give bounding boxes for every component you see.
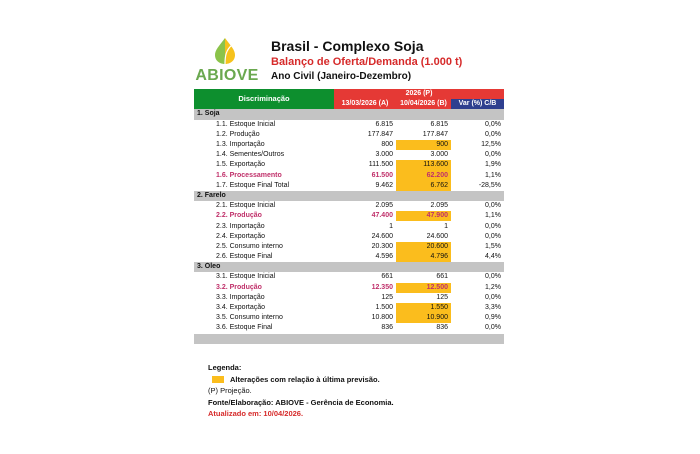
row-label: 2.6. Estoque Final (216, 253, 273, 261)
period-label: Ano Civil (Janeiro-Dezembro) (271, 71, 412, 82)
row-label: 1.1. Estoque Inicial (216, 120, 276, 128)
value-a: 61.500 (371, 171, 393, 179)
table-row (194, 323, 504, 333)
section-filler (396, 109, 451, 119)
value-var: 0,0% (485, 151, 501, 159)
row-label: 3.4. Exportação (216, 304, 266, 312)
value-a: 661 (381, 273, 393, 281)
value-b: 6.815 (430, 120, 448, 128)
value-a: 6.815 (375, 120, 393, 128)
value-a: 177.847 (367, 130, 393, 138)
table-row (194, 293, 504, 303)
value-b: 125 (436, 293, 448, 301)
row-label: 3.6. Estoque Final (216, 324, 273, 332)
value-b: 1.550 (396, 303, 451, 313)
value-b: 2.095 (430, 202, 448, 210)
section-row (194, 262, 504, 272)
value-b: 113.600 (396, 160, 451, 170)
value-a: 47.400 (371, 212, 393, 220)
section-filler (451, 109, 504, 119)
value-var: 1,1% (485, 212, 501, 220)
value-var: -28,5% (478, 181, 501, 189)
footer-bar-cell (194, 334, 504, 344)
row-label: 2.2. Produção (216, 212, 262, 220)
value-b: 6.762 (396, 181, 451, 191)
table-row (194, 140, 504, 150)
legend-source: Fonte/Elaboração: ABIOVE - Gerência de Economia. (208, 397, 394, 407)
row-label: 2.1. Estoque Inicial (216, 202, 276, 210)
balance-table (194, 89, 504, 344)
value-b: 1 (444, 222, 448, 230)
value-b: 24.600 (426, 232, 448, 240)
value-var: 1,1% (485, 171, 501, 179)
section-row (194, 109, 504, 119)
header-col-var: Var (%) C/B (451, 99, 504, 109)
row-label: 1.5. Exportação (216, 161, 266, 169)
table-row (194, 160, 504, 170)
value-b: 4.796 (396, 252, 451, 262)
page-subtitle: Balanço de Oferta/Demanda (1.000 t) (271, 56, 463, 68)
value-a: 20.300 (371, 242, 393, 250)
header-col-a: 13/03/2026 (A) (334, 99, 396, 109)
header-col-b: 10/04/2026 (B) (396, 99, 451, 109)
table-row (194, 283, 504, 293)
value-b: 836 (436, 324, 448, 332)
value-var: 3,3% (485, 304, 501, 312)
row-label: 3.3. Importação (216, 293, 265, 301)
logo-text: ABIOVE (195, 67, 259, 84)
table-row (194, 181, 504, 191)
section-filler (451, 262, 504, 272)
value-a: 1 (389, 222, 393, 230)
value-b: 900 (396, 140, 451, 150)
value-var: 12,5% (481, 141, 501, 149)
value-b: 10.900 (396, 313, 451, 323)
abiove-logo (192, 36, 258, 86)
value-var: 1,9% (485, 161, 501, 169)
value-var: 0,0% (485, 222, 501, 230)
section-title: 2. Farelo (194, 191, 334, 201)
value-var: 0,0% (485, 324, 501, 332)
value-var: 0,0% (485, 202, 501, 210)
value-b: 47.900 (396, 211, 451, 221)
value-a: 125 (381, 293, 393, 301)
value-var: 0,0% (485, 293, 501, 301)
value-a: 1.500 (375, 304, 393, 312)
value-b: 177.847 (422, 130, 448, 138)
value-b: 12.500 (396, 283, 451, 293)
row-label: 1.4. Sementes/Outros (216, 151, 285, 159)
value-var: 4,4% (485, 253, 501, 261)
table-row (194, 211, 504, 221)
row-label: 2.5. Consumo interno (216, 242, 283, 250)
value-var: 0,0% (485, 273, 501, 281)
legend-swatch (212, 376, 224, 383)
table-row (194, 303, 504, 313)
table-footer-bar (194, 334, 504, 344)
table-row (194, 150, 504, 160)
section-filler (334, 109, 396, 119)
page-title: Brasil - Complexo Soja (271, 38, 424, 54)
value-a: 2.095 (375, 202, 393, 210)
section-title: 1. Soja (194, 109, 334, 119)
value-var: 0,0% (485, 120, 501, 128)
row-label: 1.7. Estoque Final Total (216, 181, 290, 189)
row-label: 1.6. Processamento (216, 171, 282, 179)
section-filler (451, 191, 504, 201)
table-row (194, 221, 504, 231)
value-a: 4.596 (375, 253, 393, 261)
row-label: 2.3. Importação (216, 222, 265, 230)
legend-updated: Atualizado em: 10/04/2026. (208, 409, 304, 418)
value-a: 800 (381, 141, 393, 149)
value-a: 12.350 (371, 283, 393, 291)
table-row (194, 201, 504, 211)
value-a: 111.500 (368, 161, 393, 169)
value-a: 9.462 (375, 181, 393, 189)
table-row (194, 313, 504, 323)
section-row (194, 191, 504, 201)
section-filler (334, 191, 396, 201)
table-row (194, 232, 504, 242)
legend (208, 362, 394, 420)
row-label: 1.3. Importação (216, 141, 265, 149)
value-b: 661 (436, 273, 448, 281)
value-a: 24.600 (371, 232, 393, 240)
drop-leaf-logo-icon (208, 36, 242, 66)
table-row (194, 130, 504, 140)
table-row (194, 120, 504, 130)
row-label: 3.5. Consumo interno (216, 314, 283, 322)
value-a: 10.800 (371, 314, 393, 322)
value-a: 836 (381, 324, 393, 332)
value-b: 20.600 (396, 242, 451, 252)
section-filler (396, 191, 451, 201)
header-discriminacao: Discriminação (194, 89, 334, 109)
legend-swatch-text: Alterações com relação à última previsão. (230, 374, 380, 384)
value-var: 1,2% (485, 283, 501, 291)
section-title: 3. Óleo (194, 262, 334, 272)
table-row (194, 272, 504, 282)
value-var: 0,0% (485, 232, 501, 240)
value-b: 3.000 (430, 151, 448, 159)
value-a: 3.000 (375, 151, 393, 159)
row-label: 2.4. Exportação (216, 232, 266, 240)
value-var: 0,9% (485, 314, 501, 322)
section-filler (396, 262, 451, 272)
value-var: 1,5% (485, 242, 501, 250)
header-year: 2026 (P) (334, 89, 504, 99)
value-b: 62.200 (396, 171, 451, 181)
table-row (194, 242, 504, 252)
table-row (194, 171, 504, 181)
row-label: 1.2. Produção (216, 130, 260, 138)
value-var: 0,0% (485, 130, 501, 138)
legend-title: Legenda: (208, 363, 242, 372)
section-filler (334, 262, 396, 272)
table-row (194, 252, 504, 262)
row-label: 3.2. Produção (216, 283, 262, 291)
row-label: 3.1. Estoque Inicial (216, 273, 276, 281)
legend-projection: (P) Projeção. (208, 386, 252, 395)
